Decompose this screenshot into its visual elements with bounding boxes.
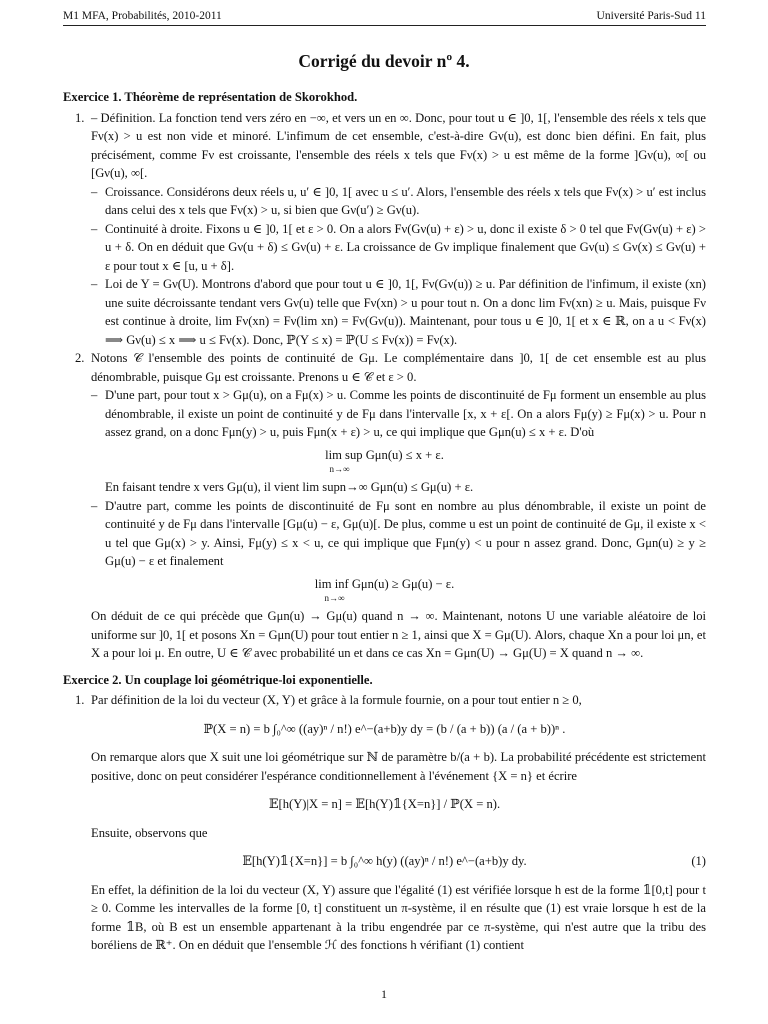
ex1-loi-text: Loi de Y = Gν(U). Montrons d'abord que pour tout u ∈ ]0, 1[, Fν(Gν(u)) ≥ u. Par définition de l'infimum, il existe (xn) une suite décroissante tendant vers Gν(u) telle que Fν(xn) > u pour tout n. On a donc lim Fν(xn) ≥ u. Mais, puisque Fν est continue à droite, lim Fν(xn) = Fν(lim xn) = Fν(Gν(u)). Maintenant, pour tous u ∈ ]0, 1[ et x ∈ ℝ, on a u < Fν(x) ⟹ Gν(u) ≤ x ⟹ u ≤ Fν(x). Donc, ℙ(Y ≤ x) = ℙ(U ≤ Fν(x)) = Fν(x). — [105, 277, 706, 347]
limsup-subscript: n→∞ — [329, 464, 350, 474]
header-course: M1 MFA, Probabilités, 2010-2011 — [63, 10, 222, 22]
ex1-part2: – D'autre part, comme les points de discontinuité de Fμ sont en nombre au plus dénombrable, il existe un point de continuité y de Fμ dans l'intervalle [Gμ(u) − ε, Gμ(u)[. De plus, comme u est un point de continuité de Gμ, il existe x < u tel que Gμ(x) > y. Ainsi, Fμ(y) ≤ x < u, ce qui implique que Fμn(y) < u pour n assez grand. Donc, Gμn(u) ≥ y ≥ Gμ(u) − ε et finalement — [91, 498, 706, 568]
ex1-croissance: – Croissance. Considérons deux réels u, u′ ∈ ]0, 1[ avec u ≤ u′. Alors, l'ensemble des réels x tels que Fν(x) > u′ est inclus dans celui des x tels que Fν(x) > u, si bien que Gν(u′) ≥ Gν(u). — [91, 184, 706, 217]
liminf-subscript: n→∞ — [324, 593, 345, 603]
document-title: Corrigé du devoir nº 4. — [298, 51, 470, 71]
equation-conditional: 𝔼[h(Y)|X = n] = 𝔼[h(Y)𝟙{X=n}] / ℙ(X = n). — [268, 797, 501, 811]
header-rule — [63, 25, 706, 26]
ex1-definition: – Définition. La fonction tend vers zéro en −∞, et vers un en ∞. Donc, pour tout u ∈ ]0, 1[, l'ensemble des réels x tels que Fν(x) > u est non vide et minoré. L'infimum de cet ensemble, c'est-à-dire Gν(u), est donc bien défini. En fait, plus précisément, comme Fν est croissante, l'ensemble des réels x tels que Fν(x) > u est même de la forme ]Gν(u), ∞[ ou [Gν(u), ∞[. — [91, 110, 706, 180]
ex1-continuite: – Continuité à droite. Fixons u ∈ ]0, 1[ et ε > 0. On a alors Fν(Gν(u) + ε) > u, donc il existe δ > 0 tel que Fν(Gν(u) + ε) > u + δ. On en déduit que Gν(u + δ) ≤ Gν(u) + ε. La croissance de Gν implique finalement que Gν(u) ≤ Gν(x) ≤ Gν(u) + ε pour tout x ∈ [u, u + δ]. — [91, 221, 706, 273]
ex2-text2: On remarque alors que X suit une loi géométrique sur ℕ de paramètre b/(a + b). La probabilité précédente est strictement positive, donc on peut considérer l'espérance conditionnellement à l'événement {X = n} et écrire — [91, 750, 706, 783]
page-number: 1 — [381, 987, 387, 1001]
equation-liminf: lim inf Gμn(u) ≥ Gμ(u) − ε. n→∞ — [63, 575, 706, 604]
ex2-item-1 — [63, 691, 706, 710]
ex2-text4: En effet, la définition de la loi du vecteur (X, Y) assure que l'égalité (1) est vérifiée lorsque h est de la forme 𝟙[0,t] pour t ≥ 0. Comme les intervalles de la forme [0, t] constituent un π-système, il en résulte que (1) est vraie lorsque h est de la forme 𝟙B, où B est un ensemble appartenant à la tribu engendrée par ce π-système, qui n'est autre que la tribu des boréliens de ℝ⁺. On en déduit que l'ensemble ℋ des fonctions h vérifiant (1) contient — [91, 882, 706, 952]
equation-1: 𝔼[h(Y)𝟙{X=n}] = b ∫₀^∞ h(y) ((ay)ⁿ / n!) e^−(a+b)y dy. (1) — [63, 852, 706, 871]
ex1-croissance-text: Croissance. Considérons deux réels u, u′ ∈ ]0, 1[ avec u ≤ u′. Alors, l'ensemble des réels x tels que Fν(x) > u′ est inclus dans celui des x tels que Fν(x) > u, si bien que Gν(u′) ≥ Gν(u). — [105, 184, 706, 217]
ex1-part1-text: D'une part, pour tout x > Gμ(u), on a Fμ(x) > u. Comme les points de discontinuité de Fμ forment un ensemble au plus dénombrable, il existe un point de continuité y de Fμ dans l'intervalle [x, x + ε[. On a alors Fμ(y) ≥ Fμ(x) > u. Pour n assez grand, on a donc Fμn(y) > u, puis Fμn(x + ε) > u, ce qui implique que Gμn(u) ≤ x + ε. D'où — [105, 388, 706, 439]
ex1-loi: – Loi de Y = Gν(U). Montrons d'abord que pour tout u ∈ ]0, 1[, Fν(Gν(u)) ≥ u. Par définition de l'infimum, il existe (xn) une suite décroissante tendant vers Gν(u) telle que Fν(xn) > u pour tout n. On a donc lim Fν(xn) ≥ u. Mais, puisque Fν est continue à droite, lim Fν(xn) = Fν(lim xn) = Fν(Gν(u)). Maintenant, pour tous u ∈ ]0, 1[ et x ∈ ℝ, on a u < Fν(x) ⟹ Gν(u) ≤ x ⟹ u ≤ Fν(x). Donc, ℙ(Y ≤ x) = ℙ(U ≤ Fν(x)) = Fν(x). — [91, 277, 706, 347]
equation-limsup: lim sup Gμn(u) ≤ x + ε. n→∞ — [63, 446, 706, 475]
equation-number: (1) — [691, 854, 706, 868]
document-body — [63, 88, 706, 955]
header-university: Université Paris-Sud 11 — [596, 10, 706, 22]
ex1-item-2 — [63, 349, 706, 386]
ex1-item2-intro: Notons 𝒞 l'ensemble des points de continuité de Gμ. Le complémentaire dans ]0, 1[ de cet ensemble est au plus dénombrable, puisque Gμ est croissante. Prenons u ∈ 𝒞 et ε > 0. — [91, 351, 706, 384]
exercise-1-heading: Exercice 1. Théorème de représentation de Skorokhod. — [63, 90, 358, 104]
ex1-continuite-text: Continuité à droite. Fixons u ∈ ]0, 1[ et ε > 0. On a alors Fν(Gν(u) + ε) > u, donc il existe δ > 0 tel que Fν(Gν(u) + ε) > u + δ. On en déduit que Gν(u + δ) ≤ Gν(u) + ε. La croissance de Gν implique finalement que Gν(u) ≤ Gν(x) ≤ Gν(u) + ε pour tout x ∈ [u, u + δ]. — [105, 221, 706, 273]
ex1-after1 — [63, 478, 706, 497]
ex1-part1: – D'une part, pour tout x > Gμ(u), on a Fμ(x) > u. Comme les points de discontinuité de Fμ forment un ensemble au plus dénombrable, il existe un point de continuité y de Fμ dans l'intervalle [x, x + ε[. On a alors Fμ(y) ≥ Fμ(x) > u. Pour n assez grand, on a donc Fμn(y) > u, puis Fμn(x + ε) > u, ce qui implique que Gμn(u) ≤ x + ε. D'où — [91, 388, 706, 439]
equation-px-n: ℙ(X = n) = b ∫₀^∞ ((ay)ⁿ / n!) e^−(a+b)y dy = (b / (a + b)) (a / (a + b))ⁿ . — [203, 721, 566, 736]
item-number: 1. — [75, 693, 85, 707]
item-number: 2. — [75, 351, 85, 365]
ex2-text3: Ensuite, observons que — [91, 825, 208, 840]
exercise-2-heading: Exercice 2. Un couplage loi géométrique-loi exponentielle. — [63, 672, 373, 687]
ex1-item-1 — [63, 109, 706, 183]
ex1-after1-text: En faisant tendre x vers Gμ(u), il vient lim supn→∞ Gμn(u) ≤ Gμ(u) + ε. — [105, 480, 474, 494]
ex1-conclusion: On déduit de ce qui précède que Gμn(u) → Gμ(u) quand n → ∞. Maintenant, notons U une variable aléatoire de loi uniforme sur ]0, 1[ et posons Xn = Gμn(U) pour tout entier n ≥ 1, ainsi que X = Gμ(U). Alors, chaque Xn a pour loi μn, et X a pour loi μ. En outre, U ∈ 𝒞 avec probabilité un et dans ce cas Xn = Gμn(U) → Gμ(U) = X quand n → ∞. — [91, 609, 706, 660]
ex1-part2-text: D'autre part, comme les points de discontinuité de Fμ sont en nombre au plus dénombrable, il existe un point de continuité y de Fμ dans l'intervalle [Gμ(u) − ε, Gμ(u)[. De plus, comme u est un point de continuité de Gμ, il existe x < u tel que Gμ(x) > y. Ainsi, Fμ(y) ≤ x < u, ce qui implique que Fμn(y) < u pour n assez grand. Donc, Gμn(u) ≥ y ≥ Gμ(u) − ε et finalement — [105, 498, 706, 568]
ex2-intro: Par définition de la loi du vecteur (X, Y) et grâce à la formule fournie, on a pour tout entier n ≥ 0, — [91, 693, 582, 707]
item-number: 1. — [75, 110, 85, 125]
